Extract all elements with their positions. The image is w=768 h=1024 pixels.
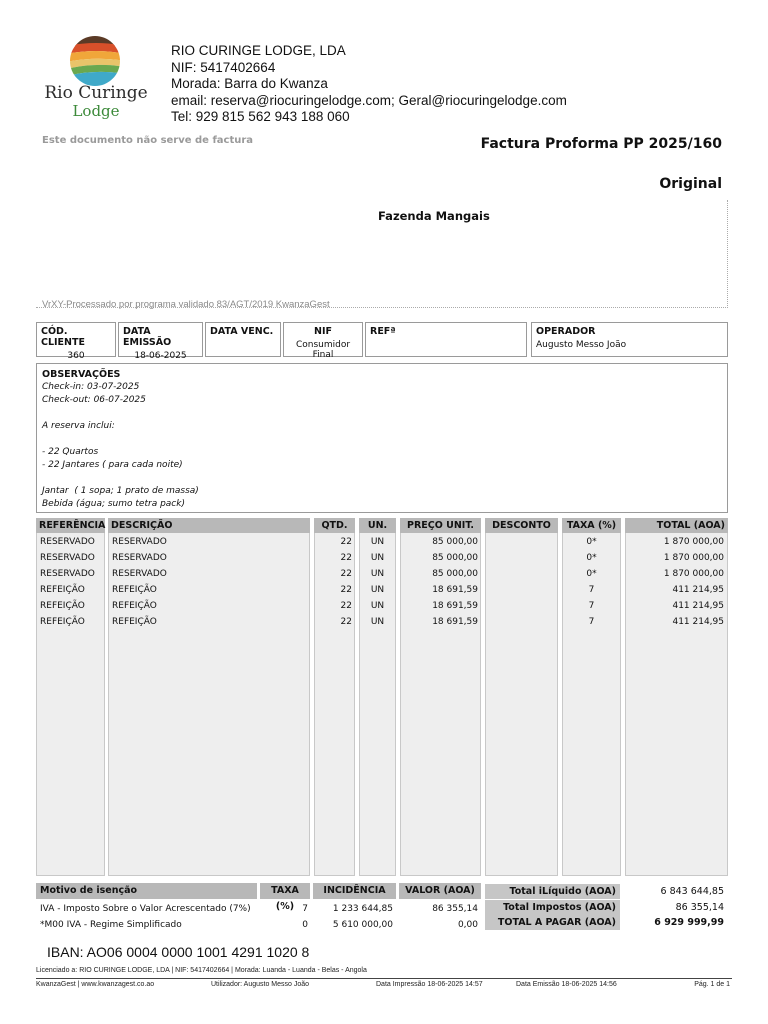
header-preco: PREÇO UNIT. bbox=[400, 518, 481, 533]
disclaimer: Este documento não serve de factura bbox=[42, 135, 254, 146]
tax-valor: 0,00 bbox=[457, 920, 478, 930]
nif-label: NIF bbox=[314, 326, 332, 337]
cell-qtd: 22 bbox=[340, 617, 352, 627]
data-venc-label: DATA VENC. bbox=[210, 326, 274, 337]
data-emissao-value: 18-06-2025 bbox=[134, 351, 187, 361]
ref-label: REFª bbox=[370, 326, 396, 337]
processed-by: VrXY-Processado por programa validado 83/AGT/2019 KwanzaGest bbox=[42, 299, 330, 310]
cell-desconto bbox=[485, 534, 558, 550]
footer-print-date: Data Impressão 18-06-2025 14:57 bbox=[376, 981, 483, 988]
cell-un: UN bbox=[370, 601, 385, 611]
cell-preco: 85 000,00 bbox=[432, 569, 478, 579]
cell-taxa: 7 bbox=[588, 617, 595, 627]
data-emissao-label: DATA EMISSÃO bbox=[123, 326, 172, 348]
cell-desc: REFEIÇÃO bbox=[112, 585, 157, 595]
cell-qtd: 22 bbox=[340, 585, 352, 595]
observation-line: Check-in: 03-07-2025 bbox=[42, 382, 140, 392]
document-title: Factura Proforma PP 2025/160 bbox=[480, 136, 722, 152]
observation-line bbox=[42, 433, 722, 446]
cell-qtd: 22 bbox=[340, 537, 352, 547]
license-info: Licenciado a: RIO CURINGE LODGE, LDA | NIF: 5417402664 | Morada: Luanda - Luanda - Belas - Angola bbox=[36, 967, 367, 974]
cell-desc: RESERVADO bbox=[112, 553, 167, 563]
cell-desconto bbox=[485, 598, 558, 614]
cell-ref: RESERVADO bbox=[40, 537, 95, 547]
footer-emission-date: Data Emissão 18-06-2025 14:56 bbox=[516, 981, 617, 988]
cell-total: 411 214,95 bbox=[672, 617, 724, 627]
cell-taxa: 7 bbox=[588, 585, 595, 595]
tax-incidencia: 5 610 000,00 bbox=[332, 920, 393, 930]
header-total: TOTAL (AOA) bbox=[625, 518, 728, 533]
tax-motivo: IVA - Imposto Sobre o Valor Acrescentado (7%) bbox=[40, 904, 251, 914]
header-descricao: DESCRIÇÃO bbox=[108, 518, 310, 533]
header-tax-taxa: TAXA (%) bbox=[260, 883, 310, 899]
cell-total: 1 870 000,00 bbox=[663, 537, 724, 547]
total-liquido-label: Total iLíquido (AOA) bbox=[485, 884, 620, 899]
ref-box bbox=[365, 322, 527, 357]
iban: IBAN: AO06 0004 0000 1001 4291 1020 8 bbox=[47, 944, 310, 960]
total-pagar-value: 6 929 999,99 bbox=[654, 917, 724, 928]
footer-page: Pág. 1 de 1 bbox=[694, 981, 730, 988]
header-valor: VALOR (AOA) bbox=[399, 883, 481, 899]
cell-preco: 18 691,59 bbox=[432, 585, 478, 595]
total-liquido-value: 6 843 644,85 bbox=[660, 886, 724, 897]
cell-qtd: 22 bbox=[340, 601, 352, 611]
observations-box bbox=[36, 363, 728, 513]
observation-line: Jantar ( 1 sopa; 1 prato de massa) bbox=[42, 486, 199, 496]
total-pagar-label: TOTAL A PAGAR (AOA) bbox=[485, 915, 620, 930]
cell-total: 1 870 000,00 bbox=[663, 553, 724, 563]
observation-line: Bebida (água; sumo tetra pack) bbox=[42, 499, 185, 509]
header-un: UN. bbox=[359, 518, 396, 533]
cell-desc: RESERVADO bbox=[112, 537, 167, 547]
data-emissao-box bbox=[118, 322, 203, 361]
document-copy: Original bbox=[659, 176, 722, 192]
cell-ref: REFEIÇÃO bbox=[40, 601, 85, 611]
header-incidencia: INCIDÊNCIA bbox=[313, 883, 396, 899]
footer-user: Utilizador: Augusto Messo João bbox=[211, 981, 310, 988]
company-nif: NIF: 5417402664 bbox=[171, 59, 276, 75]
cell-desconto bbox=[485, 566, 558, 582]
tax-valor: 86 355,14 bbox=[432, 904, 478, 914]
header-motivo: Motivo de isenção bbox=[36, 883, 257, 899]
total-impostos-value: 86 355,14 bbox=[675, 902, 724, 913]
logo-subtitle: Lodge bbox=[72, 102, 120, 120]
footer-divider bbox=[36, 978, 732, 979]
company-tel: Tel: 929 815 562 943 188 060 bbox=[171, 109, 350, 124]
header-qtd: QTD. bbox=[314, 518, 355, 533]
cell-preco: 18 691,59 bbox=[432, 601, 478, 611]
cell-total: 1 870 000,00 bbox=[663, 569, 724, 579]
observation-line bbox=[42, 407, 722, 420]
cell-desc: RESERVADO bbox=[112, 569, 167, 579]
observation-line: - 22 Quartos bbox=[42, 447, 99, 457]
cell-ref: REFEIÇÃO bbox=[40, 617, 85, 627]
tax-incidencia: 1 233 644,85 bbox=[332, 904, 393, 914]
company-email: email: reserva@riocuringelodge.com; Geral@riocuringelodge.com bbox=[171, 92, 567, 108]
observation-line: Check-out: 06-07-2025 bbox=[42, 395, 146, 405]
cell-qtd: 22 bbox=[340, 569, 352, 579]
cell-desconto bbox=[485, 614, 558, 630]
cell-un: UN bbox=[370, 585, 385, 595]
header-referencia: REFERÊNCIA bbox=[36, 518, 105, 533]
cod-cliente-value: 360 bbox=[67, 351, 85, 361]
cell-un: UN bbox=[370, 537, 385, 547]
cell-preco: 85 000,00 bbox=[432, 553, 478, 563]
cell-preco: 18 691,59 bbox=[432, 617, 478, 627]
cell-desconto bbox=[485, 550, 558, 566]
operador-value: Augusto Messo João bbox=[536, 340, 627, 350]
cell-un: UN bbox=[370, 553, 385, 563]
cell-taxa: 0* bbox=[586, 569, 597, 579]
nif-value: Consumidor Final bbox=[295, 340, 351, 360]
cell-desc: REFEIÇÃO bbox=[112, 601, 157, 611]
header-desconto: DESCONTO bbox=[485, 518, 558, 533]
observation-line bbox=[42, 472, 722, 485]
tax-taxa: 0 bbox=[302, 920, 308, 930]
company-info bbox=[171, 43, 567, 126]
cell-preco: 85 000,00 bbox=[432, 537, 478, 547]
cell-total: 411 214,95 bbox=[672, 601, 724, 611]
cell-ref: RESERVADO bbox=[40, 553, 95, 563]
header-taxa: TAXA (%) bbox=[562, 518, 621, 533]
company-address: Morada: Barra do Kwanza bbox=[171, 76, 328, 91]
total-impostos-label: Total Impostos (AOA) bbox=[485, 900, 620, 915]
cod-cliente-label: CÓD. CLIENTE bbox=[41, 326, 85, 348]
cell-taxa: 7 bbox=[588, 601, 595, 611]
cell-taxa: 0* bbox=[586, 537, 597, 547]
cell-ref: REFEIÇÃO bbox=[40, 585, 85, 595]
company-name: RIO CURINGE LODGE, LDA bbox=[171, 43, 346, 58]
nif-box bbox=[283, 322, 363, 360]
cell-taxa: 0* bbox=[586, 553, 597, 563]
observations-title: OBSERVAÇÕES bbox=[42, 369, 121, 380]
operador-label: OPERADOR bbox=[536, 326, 596, 337]
data-venc-value bbox=[206, 337, 280, 340]
cod-cliente-box bbox=[36, 322, 116, 361]
tax-taxa: 7 bbox=[302, 904, 308, 914]
operador-box bbox=[531, 322, 728, 357]
logo-name: Rio Curinge bbox=[44, 83, 148, 103]
data-venc-box bbox=[205, 322, 281, 357]
cell-total: 411 214,95 bbox=[672, 585, 724, 595]
observation-line: - 22 Jantares ( para cada noite) bbox=[42, 460, 183, 470]
cell-qtd: 22 bbox=[340, 553, 352, 563]
footer-software: KwanzaGest | www.kwanzagest.co.ao bbox=[36, 981, 155, 988]
tax-motivo: *M00 IVA - Regime Simplificado bbox=[40, 920, 182, 930]
cell-desconto bbox=[485, 582, 558, 598]
cell-un: UN bbox=[370, 569, 385, 579]
client-name: Fazenda Mangais bbox=[378, 209, 490, 223]
cell-un: UN bbox=[370, 617, 385, 627]
cell-desc: REFEIÇÃO bbox=[112, 617, 157, 627]
observation-line: A reserva inclui: bbox=[42, 421, 115, 431]
ref-value bbox=[366, 337, 526, 340]
cell-ref: RESERVADO bbox=[40, 569, 95, 579]
